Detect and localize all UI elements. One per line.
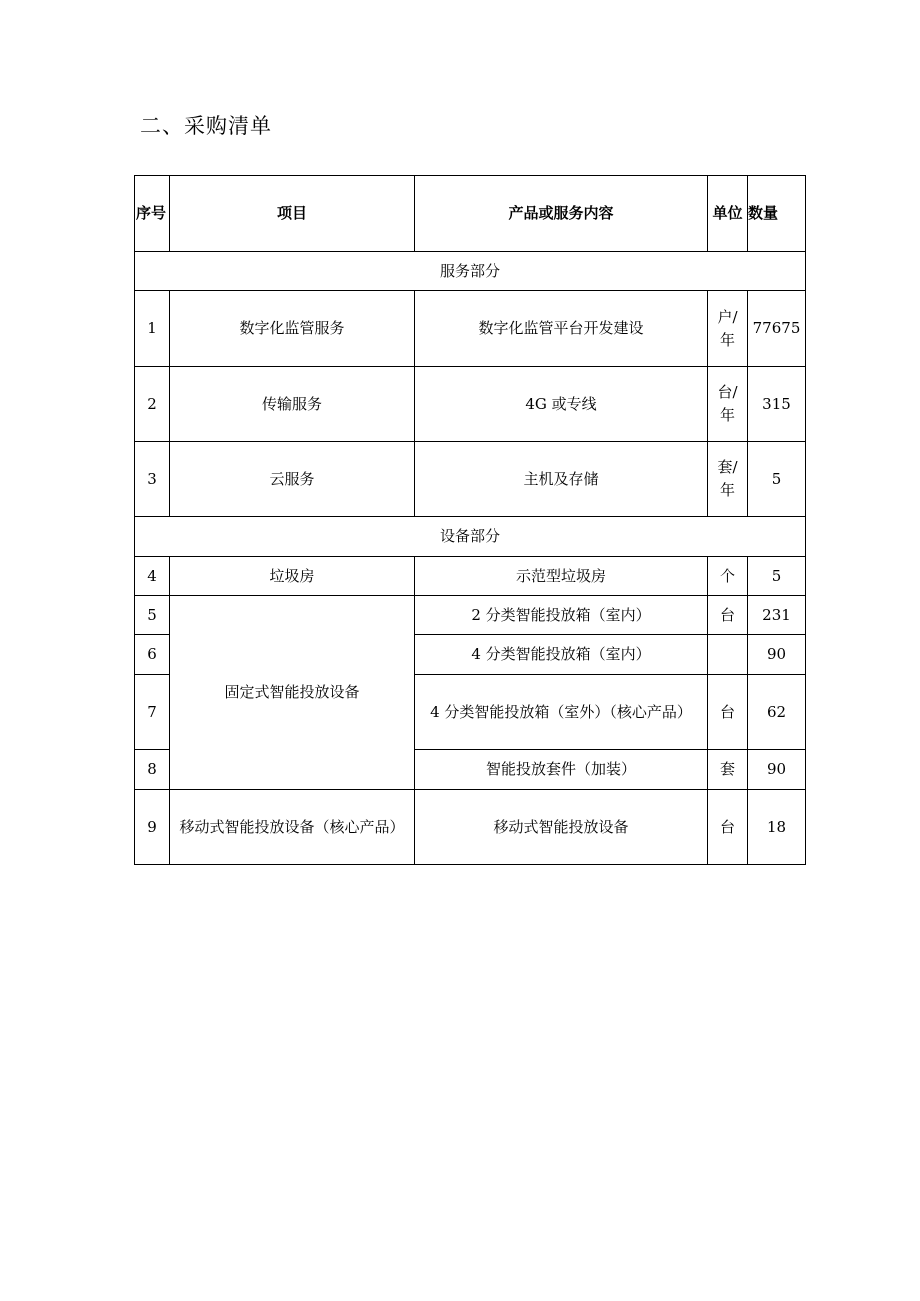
row-qty: 77675 [748, 291, 806, 367]
page-heading: 二、采购清单 [140, 114, 272, 138]
row-item: 垃圾房 [170, 557, 415, 596]
table-row [135, 291, 806, 367]
row-unit: 套/年 [708, 442, 748, 517]
row-no: 8 [135, 750, 170, 790]
row-content: 数字化监管平台开发建设 [415, 291, 708, 367]
section-equipment: 设备部分 [135, 517, 806, 557]
row-content: 4 分类智能投放箱（室内） [415, 635, 708, 675]
row-qty: 315 [748, 367, 806, 442]
row-no: 1 [135, 291, 170, 367]
row-no: 4 [135, 557, 170, 596]
row-content: 移动式智能投放设备 [415, 790, 708, 865]
row-unit: 台 [708, 596, 748, 635]
table-row [135, 557, 806, 596]
header-qty: 数量 [748, 176, 806, 252]
row-qty: 5 [748, 442, 806, 517]
table-header-row [135, 176, 806, 252]
row-qty: 90 [748, 750, 806, 790]
row-content: 示范型垃圾房 [415, 557, 708, 596]
row-qty: 90 [748, 635, 806, 675]
row-item: 传输服务 [170, 367, 415, 442]
row-item: 数字化监管服务 [170, 291, 415, 367]
row-content: 智能投放套件（加装） [415, 750, 708, 790]
row-unit: 台 [708, 790, 748, 865]
table-row [135, 790, 806, 865]
row-unit [708, 635, 748, 675]
row-no: 3 [135, 442, 170, 517]
section-row-service [135, 252, 806, 291]
row-content: 主机及存储 [415, 442, 708, 517]
row-no: 2 [135, 367, 170, 442]
row-unit: 台 [708, 675, 748, 750]
row-unit: 台/年 [708, 367, 748, 442]
row-qty: 231 [748, 596, 806, 635]
row-unit: 户/年 [708, 291, 748, 367]
row-content: 4 分类智能投放箱（室外）（核心产品） [415, 675, 708, 750]
table-row [135, 367, 806, 442]
row-item: 云服务 [170, 442, 415, 517]
section-row-equipment [135, 517, 806, 557]
row-unit: 套 [708, 750, 748, 790]
row-no: 6 [135, 635, 170, 675]
row-no: 5 [135, 596, 170, 635]
table-row [135, 442, 806, 517]
row-item: 固定式智能投放设备 [170, 596, 415, 790]
row-unit: 个 [708, 557, 748, 596]
row-no: 9 [135, 790, 170, 865]
header-unit: 单位 [708, 176, 748, 252]
row-no: 7 [135, 675, 170, 750]
header-no: 序号 [135, 176, 170, 252]
table-row [135, 596, 806, 635]
row-item: 移动式智能投放设备（核心产品） [170, 790, 415, 865]
section-service: 服务部分 [135, 252, 806, 291]
header-item: 项目 [170, 176, 415, 252]
row-qty: 18 [748, 790, 806, 865]
row-content: 2 分类智能投放箱（室内） [415, 596, 708, 635]
row-qty: 5 [748, 557, 806, 596]
header-content: 产品或服务内容 [415, 176, 708, 252]
procurement-table [134, 175, 806, 865]
row-qty: 62 [748, 675, 806, 750]
row-content: 4G 或专线 [415, 367, 708, 442]
